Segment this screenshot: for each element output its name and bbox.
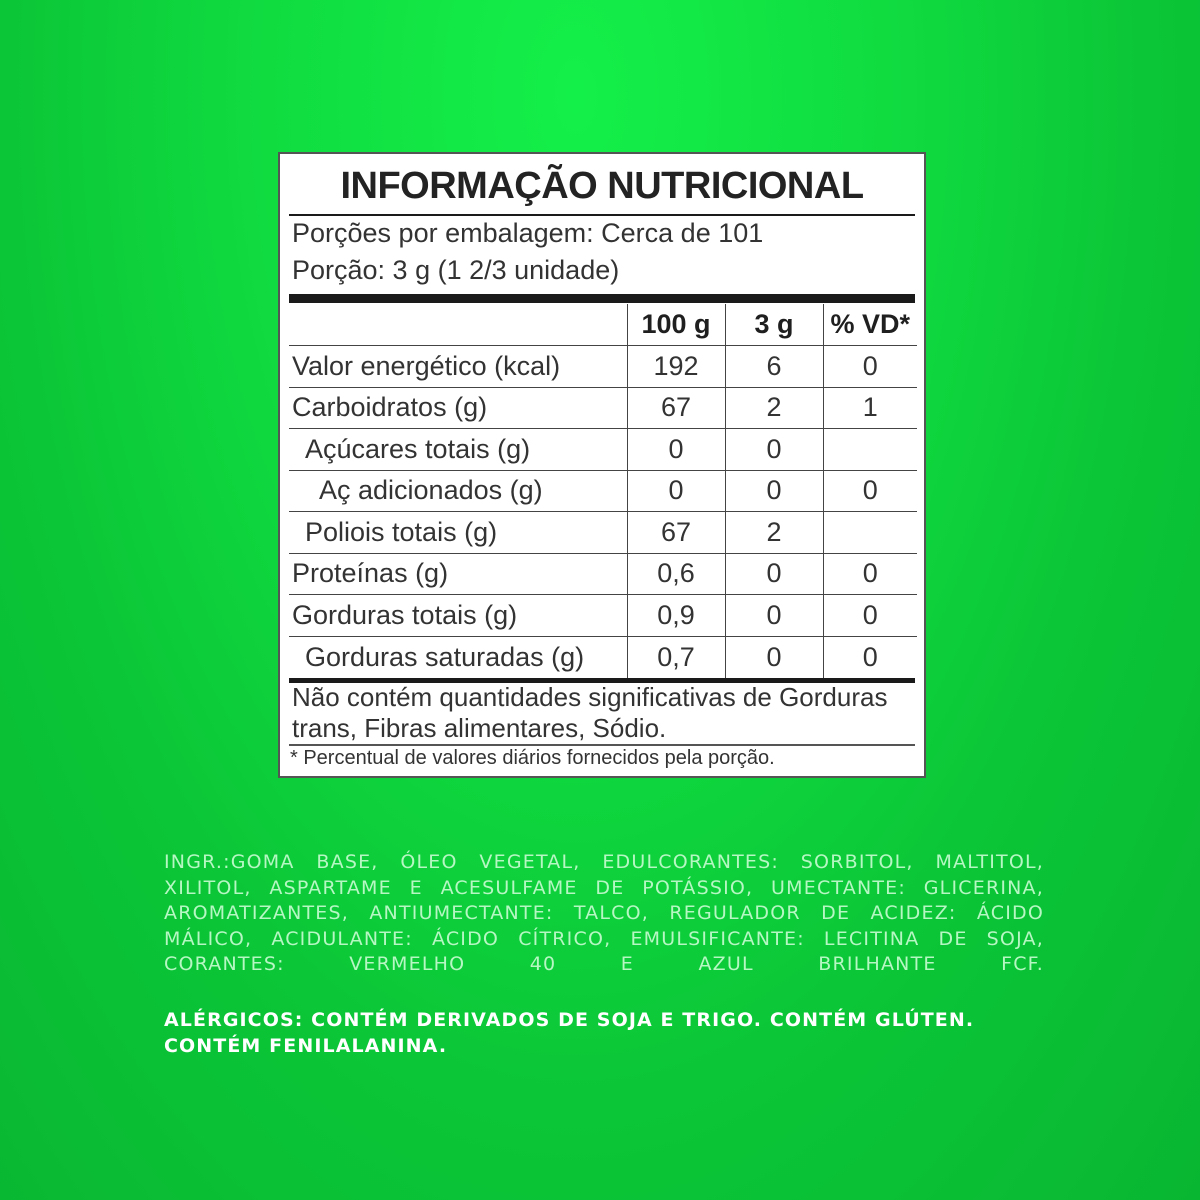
servings-per-package: Porções por embalagem: Cerca de 101	[292, 218, 764, 248]
row-label: Poliois totais (g)	[289, 512, 627, 554]
table-row	[289, 429, 917, 471]
table-header-row	[289, 304, 917, 346]
nutrition-facts-panel	[278, 152, 926, 778]
row-dv	[823, 429, 917, 471]
row-dv: 0	[823, 470, 917, 512]
row-dv: 1	[823, 387, 917, 429]
row-per-serving: 0	[725, 553, 823, 595]
serving-size: Porção: 3 g (1 2/3 unidade)	[292, 255, 620, 285]
row-label: Carboidratos (g)	[289, 387, 627, 429]
table-row	[289, 470, 917, 512]
row-per-serving: 6	[725, 346, 823, 388]
label-column-header	[289, 304, 627, 346]
row-per100: 192	[627, 346, 725, 388]
row-per-serving: 2	[725, 512, 823, 554]
row-per-serving: 0	[725, 470, 823, 512]
row-per-serving: 0	[725, 595, 823, 637]
row-dv: 0	[823, 595, 917, 637]
row-per100: 67	[627, 387, 725, 429]
column-header-dv: % VD*	[823, 304, 917, 346]
allergens-text: ALÉRGICOS: CONTÉM DERIVADOS DE SOJA E TRIGO. CONTÉM GLÚTEN. CONTÉM FENILALANINA.	[164, 1009, 975, 1057]
column-header-serving: 3 g	[725, 304, 823, 346]
row-per100: 0,7	[627, 636, 725, 678]
row-per-serving: 2	[725, 387, 823, 429]
row-per100: 0,6	[627, 553, 725, 595]
row-per-serving: 0	[725, 636, 823, 678]
table-row	[289, 346, 917, 388]
table-row	[289, 636, 917, 678]
row-per100: 0	[627, 429, 725, 471]
thick-divider	[289, 294, 915, 303]
nutrition-table	[289, 304, 917, 678]
table-row	[289, 512, 917, 554]
row-label: Gorduras totais (g)	[289, 595, 627, 637]
ingredients-text: INGR.:GOMA BASE, ÓLEO VEGETAL, EDULCORANTES: SORBITOL, MALTITOL, XILITOL, ASPARTAME E ACESULFAME DE POTÁSSIO, UMECTANTE: GLICERINA, AROMATIZANTES, ANTIUMECTANTE: TALCO, REGULADOR DE ACIDEZ: ÁCIDO MÁLICO, ACIDULANTE: ÁCIDO CÍTRICO, EMULSIFICANTE: LECITINA DE SOJA, CORANTES: VERMELHO 40 E AZUL BRILHANTE FCF.	[164, 851, 1044, 975]
row-dv: 0	[823, 346, 917, 388]
row-label: Aç adicionados (g)	[289, 470, 627, 512]
row-dv: 0	[823, 636, 917, 678]
row-per100: 0,9	[627, 595, 725, 637]
row-dv	[823, 512, 917, 554]
row-label: Proteínas (g)	[289, 553, 627, 595]
nutrition-title: INFORMAÇÃO NUTRICIONAL	[340, 165, 864, 207]
table-row	[289, 595, 917, 637]
no-significant-amounts-note: Não contém quantidades significativas de Gorduras trans, Fibras alimentares, Sódio.	[292, 682, 888, 743]
row-label: Valor energético (kcal)	[289, 346, 627, 388]
row-per100: 67	[627, 512, 725, 554]
row-dv: 0	[823, 553, 917, 595]
table-row	[289, 387, 917, 429]
column-header-100g: 100 g	[627, 304, 725, 346]
daily-value-footnote: * Percentual de valores diários fornecidos pela porção.	[290, 747, 775, 769]
row-label: Açúcares totais (g)	[289, 429, 627, 471]
row-per100: 0	[627, 470, 725, 512]
row-label: Gorduras saturadas (g)	[289, 636, 627, 678]
table-row	[289, 553, 917, 595]
row-per-serving: 0	[725, 429, 823, 471]
